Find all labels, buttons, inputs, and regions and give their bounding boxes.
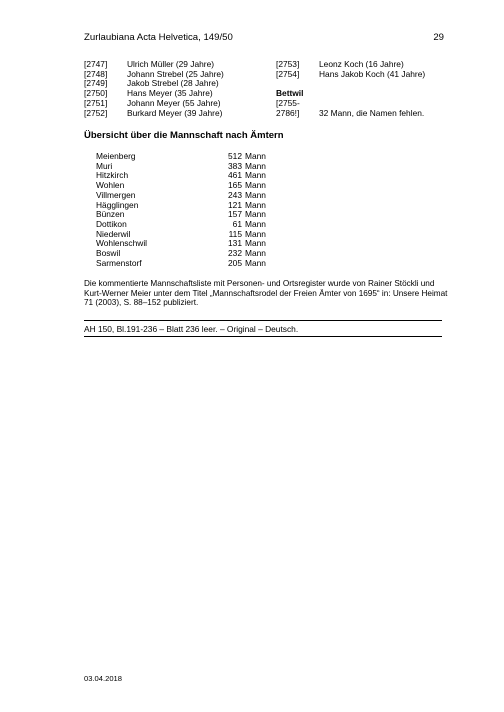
entry-text: Hans Jakob Koch (41 Jahre): [319, 68, 426, 79]
man-count: 121: [228, 199, 242, 210]
entry-number: [2751]: [84, 97, 108, 108]
unit-label: Mann: [245, 228, 266, 239]
man-count: 131: [228, 238, 242, 249]
divider-bottom: [84, 336, 442, 337]
entry-row: [84, 109, 264, 119]
entry-number: [2755-: [276, 97, 300, 108]
entries-left-column: [84, 60, 264, 118]
section-heading: Übersicht über die Mannschaft nach Ämtern: [84, 130, 284, 141]
place-name: Wohlen: [96, 180, 125, 191]
unit-label: Mann: [245, 248, 266, 259]
place-name: Boswil: [96, 248, 121, 259]
man-count: 461: [228, 170, 242, 181]
entry-number: [2753]: [276, 59, 300, 69]
unit-label: Mann: [245, 257, 266, 268]
entry-number: [2754]: [276, 68, 300, 79]
entry-number: [2748]: [84, 68, 108, 79]
place-name: Muri: [96, 160, 113, 171]
entry-text: Johann Meyer (55 Jahre): [127, 97, 221, 108]
man-count: 512: [228, 151, 242, 161]
unit-label: Mann: [245, 218, 266, 229]
place-name: Bünzen: [96, 209, 125, 220]
entry-text: Leonz Koch (16 Jahre): [319, 59, 404, 69]
man-count: 383: [228, 160, 242, 171]
entry-text: Jakob Strebel (28 Jahre): [127, 78, 219, 89]
entry-number: [2750]: [84, 88, 108, 99]
man-count: 232: [228, 248, 242, 259]
divider-top: [84, 320, 442, 321]
section-label: Bettwil: [276, 88, 304, 99]
place-name: Hitzkirch: [96, 170, 129, 181]
place-name: Villmergen: [96, 189, 136, 200]
page-number: 29: [433, 32, 444, 43]
overview-table: [96, 152, 266, 268]
section-label-bettwil: [276, 89, 446, 99]
place-name: Hägglingen: [96, 199, 139, 210]
footer-date: 03.04.2018: [84, 674, 123, 683]
unit-label: Mann: [245, 160, 266, 171]
entries-right-column: [276, 60, 446, 118]
unit-label: Mann: [245, 180, 266, 191]
unit-label: Mann: [245, 189, 266, 200]
place-name: Dottikon: [96, 218, 127, 229]
unit-label: Mann: [245, 170, 266, 181]
entry-row: [276, 109, 446, 119]
entry-row: [276, 70, 446, 80]
entry-number: [2752]: [84, 107, 108, 118]
entry-text: [319, 79, 446, 89]
entry-number: 2786!]: [276, 107, 300, 118]
entry-text: Ulrich Müller (29 Jahre): [127, 59, 215, 69]
source-line: AH 150, Bl.191-236 – Blatt 236 leer. – Original – Deutsch.: [84, 324, 299, 334]
place-name: Sarmenstorf: [96, 257, 142, 268]
place-name: Meienberg: [96, 151, 136, 161]
entry-text: Burkard Meyer (39 Jahre): [127, 107, 223, 118]
entry-text: Hans Meyer (35 Jahre): [127, 88, 213, 99]
entry-number: [2747]: [84, 59, 108, 69]
man-count: 165: [228, 180, 242, 191]
man-count: 157: [228, 209, 242, 220]
place-name: Wohlenschwil: [96, 238, 148, 249]
unit-label: Mann: [245, 238, 266, 249]
entry-text: 32 Mann, die Namen fehlen.: [319, 107, 425, 118]
man-count: 243: [228, 189, 242, 200]
unit-label: Mann: [245, 199, 266, 210]
entry-number: [2749]: [84, 78, 108, 89]
publication-note: Die kommentierte Mannschaftsliste mit Personen- und Ortsregister wurde von Rainer Stöckli und Kurt-Werner Meier unter dem Titel „Mannschaftsrodel der Freien Ämter von 1695“ in: Unsere Heimat 71 (2003), S. 88–152 publiziert.: [84, 279, 448, 308]
entry-text: Johann Strebel (25 Jahre): [127, 68, 224, 79]
man-count: 61: [232, 218, 242, 229]
place-name: Niederwil: [96, 228, 131, 239]
unit-label: Mann: [245, 151, 266, 161]
table-row: [96, 259, 266, 269]
unit-label: Mann: [245, 209, 266, 220]
man-count: 205: [228, 257, 242, 268]
man-count: 115: [228, 228, 242, 239]
running-header: Zurlaubiana Acta Helvetica, 149/50: [84, 32, 233, 43]
entry-text: [319, 89, 446, 99]
